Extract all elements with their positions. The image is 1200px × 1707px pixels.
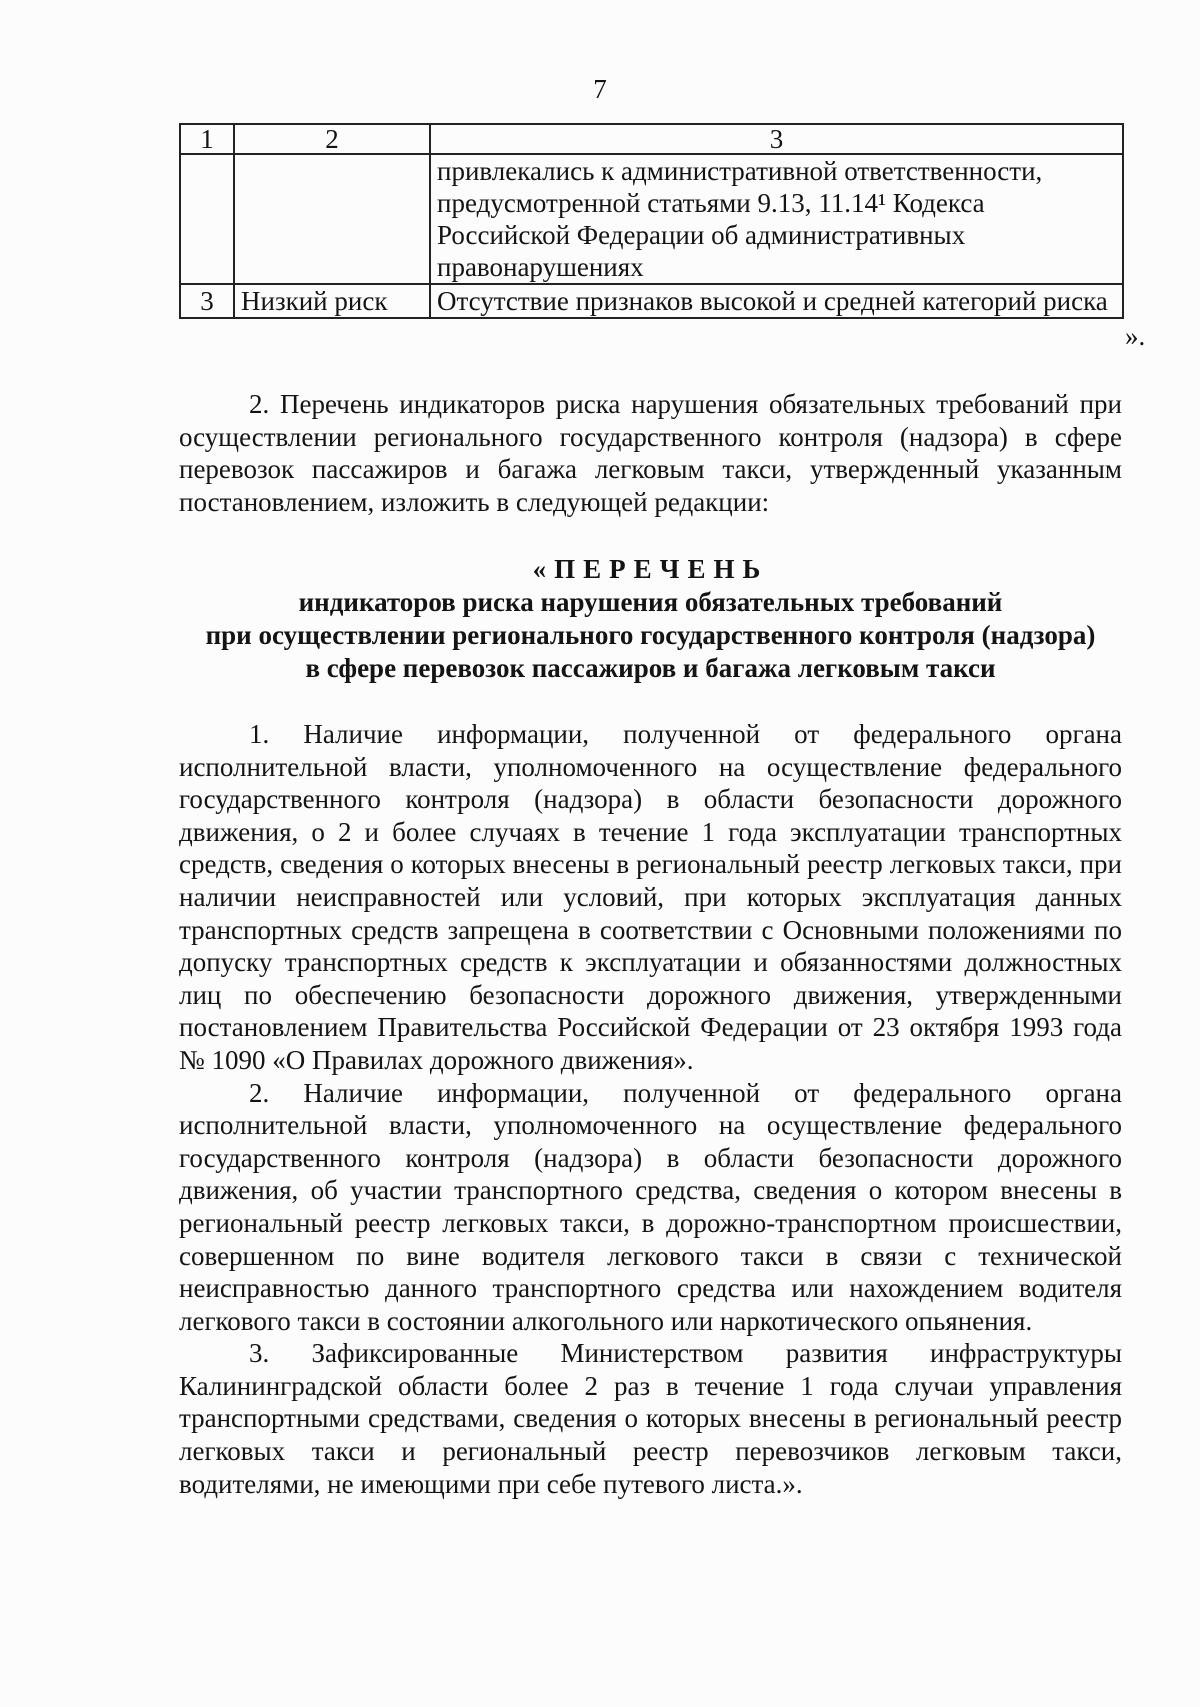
risk-category-table — [179, 123, 1124, 319]
table-header-row — [180, 124, 1123, 154]
table-cell-number: 3 — [180, 284, 234, 318]
table-header-cell: 3 — [430, 124, 1123, 154]
page-number: 7 — [593, 74, 607, 104]
indicator-list — [179, 718, 1122, 1500]
table-closing-quote: ». — [1125, 321, 1146, 351]
intro-paragraph-block — [179, 388, 1122, 518]
heading-line: в сфере перевозок пассажиров и багажа легковым такси — [305, 653, 996, 683]
table-cell-criteria: Отсутствие признаков высокой и средней категорий риска — [430, 284, 1123, 318]
list-item: 2. Наличие информации, полученной от федерального органа исполнительной власти, уполномоченного на осуществление федерального государственного контроля (надзора) в области безопасности дорожного движения, об участии транспортного средства, сведения о котором внесены в региональный реестр легковых такси, в дорожно-транспортном происшествии, совершенном по вине водителя легкового такси в связи с технической неисправностью данного транспортного средства или нахождением водителя легкового такси в состоянии алкогольного или наркотического опьянения. — [179, 1077, 1122, 1336]
heading-line: при осуществлении регионального государственного контроля (надзора) — [205, 620, 1096, 650]
table-cell-category: Низкий риск — [234, 284, 430, 318]
intro-paragraph: 2. Перечень индикаторов риска нарушения обязательных требований при осуществлении регионального государственного контроля (надзора) в сфере перевозок пассажиров и багажа легковым такси, утвержденный указанным постановлением, изложить в следующей редакции: — [179, 389, 1122, 517]
table-cell-category — [234, 154, 430, 284]
table-cell-number — [180, 154, 234, 284]
list-item: 3. Зафиксированные Министерством развития инфраструктуры Калининградской области более 2 раз в течение 1 года случаи управления транспортными средствами, сведения о которых внесены в региональный реестр легковых такси и региональный реестр перевозчиков легковым такси, водителями, не имеющими при себе путевого листа.». — [179, 1338, 1122, 1499]
table-cell-criteria: привлекались к административной ответственности, предусмотренной статьями 9.13, 11.14¹ Кодекса Российской Федерации об административных правонарушениях — [430, 154, 1123, 284]
heading-line: индикаторов риска нарушения обязательных требований — [298, 587, 1003, 617]
table-header-cell: 1 — [180, 124, 234, 154]
table-row — [180, 284, 1123, 318]
heading-title: «ПЕРЕЧЕНЬ — [532, 554, 769, 584]
list-item: 1. Наличие информации, полученной от федерального органа исполнительной власти, уполномоченного на осуществление федерального государственного контроля (надзора) в области безопасности дорожного движения, о 2 и более случаях в течение 1 года эксплуатации транспортных средств, сведения о которых внесены в региональный реестр легковых такси, при наличии неисправностей или условий, при которых эксплуатация данных транспортных средств запрещена в соответствии с Основными положениями по допуску транспортных средств к эксплуатации и обязанностями должностных лиц по обеспечению безопасности дорожного движения, утвержденными постановлением Правительства Российской Федерации от 23 октября 1993 года № 1090 «О Правилах дорожного движения». — [179, 719, 1122, 1075]
table-header-cell: 2 — [234, 124, 430, 154]
list-heading — [179, 553, 1122, 685]
table-row — [180, 154, 1123, 284]
